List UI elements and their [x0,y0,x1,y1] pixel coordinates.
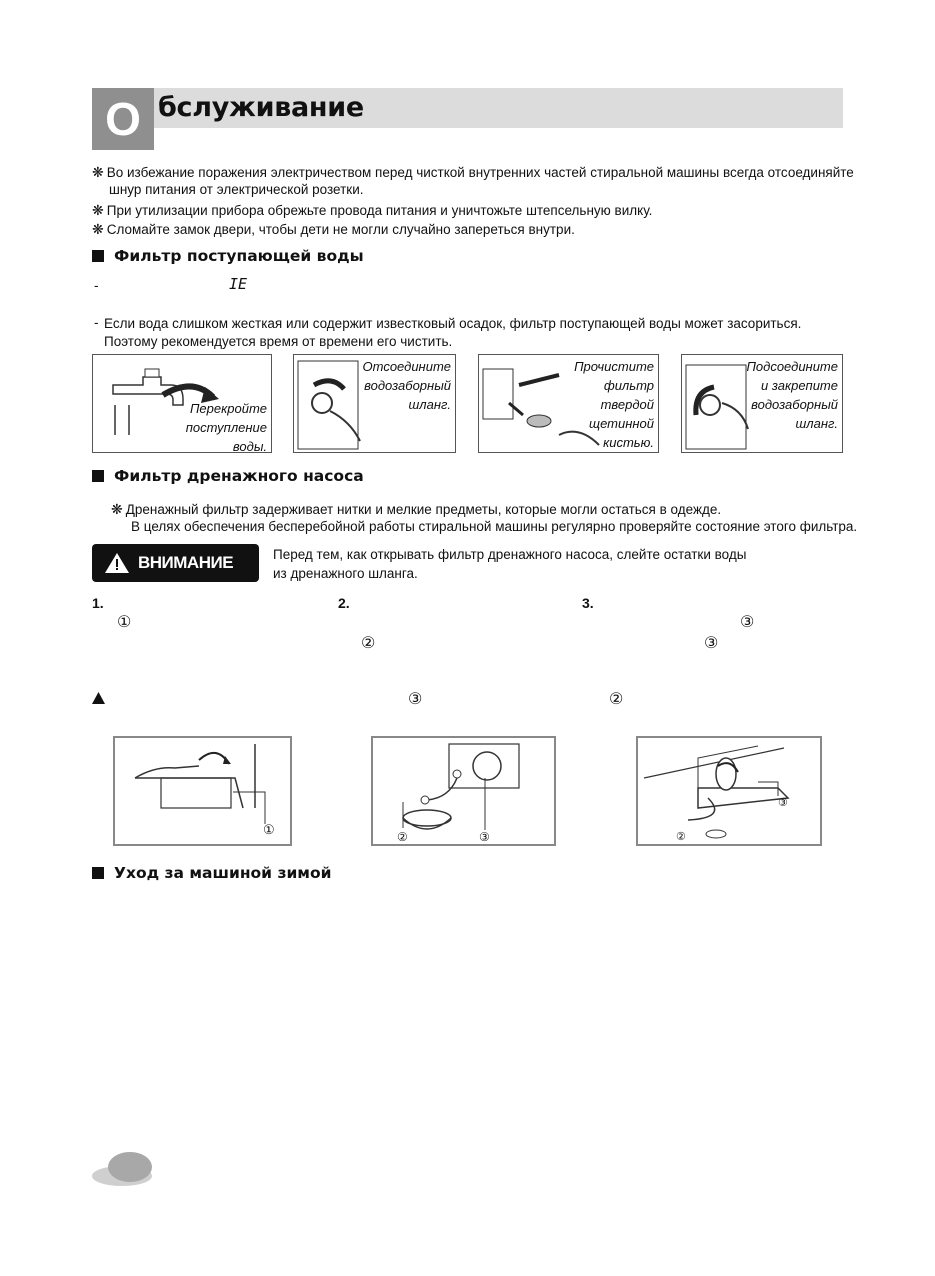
inlet-step-panel-2 [293,354,456,453]
page-number-oval [92,1150,156,1188]
intro-item-2 [92,201,652,220]
intro-item-3 [92,220,575,239]
step-3-mark-a: ③ [740,614,755,631]
square-bullet-icon [92,867,104,879]
warning-small-icon [92,692,105,704]
square-bullet-icon [92,250,104,262]
inlet-dash-1: - [94,278,99,293]
step-3-mark-b: ③ [704,635,719,652]
drain-figure-1 [113,736,292,846]
drain-figure-2 [371,736,556,846]
intro-text: При утилизации прибора обрежьте провода питания и уничтожьте штепсельную вилку. [106,203,653,218]
inlet-line-1: Если вода слишком жесткая или содержит известковый осадок, фильтр поступающей воды может засориться. [104,316,802,331]
note-mark-1: ③ [408,691,423,708]
step-3-number: 3. [582,595,594,611]
drain-line-2: В целях обеспечения бесперебойной работы стиральной машины регулярно проверяйте состояние этого фильтра. [131,519,858,534]
inlet-step-panel-3 [478,354,659,453]
drain-figure-3 [636,736,822,846]
filter-open-illustration [638,738,820,844]
bullet-icon: ❋ [92,164,104,180]
warning-label: ВНИМАНИЕ [138,553,234,572]
panel-caption: Прочистите фильтр твердой щетинной кистью. [574,359,654,450]
panel-caption: Подсоедините и закрепите водозаборный шланг. [746,359,838,431]
fig2-label-a: ② [397,830,408,844]
inlet-dash-2: - [94,315,99,330]
section-heading-winter: Уход за машиной зимой [92,864,331,882]
bullet-icon: ❋ [111,501,123,517]
square-bullet-icon [92,470,104,482]
fig2-label-b: ③ [479,830,490,844]
filter-cover-bowl-illustration [373,738,554,844]
warning-triangle-icon [104,552,130,574]
inlet-line-2: Поэтому рекомендуется время от времени его чистить. [104,334,453,349]
page-title: бслуживание [158,92,364,123]
step-1-number: 1. [92,595,104,611]
fig3-label-b: ② [676,831,686,843]
section-heading-inlet-filter: Фильтр поступающей воды [92,247,364,265]
inlet-step-panel-4 [681,354,843,453]
section-heading-drain-filter: Фильтр дренажного насоса [92,467,364,485]
intro-item-1 [92,163,854,182]
step-1-mark: ① [117,614,132,631]
warning-text-2: из дренажного шланга. [273,566,418,581]
warning-text-1: Перед тем, как открывать фильтр дренажного насоса, слейте остатки воды [273,547,747,562]
step-2-number: 2. [338,595,350,611]
error-code-display: IE [229,275,248,293]
fig3-label-a: ③ [778,797,788,809]
step-2-mark: ② [361,635,376,652]
note-mark-2: ② [609,691,624,708]
fig1-label: ① [263,822,275,837]
title-initial-letter: О [92,88,154,150]
drain-line-1: ❋ Дренажный фильтр задерживает нитки и мелкие предметы, которые могли остаться в одежде. [111,501,722,517]
panel-caption: Отсоедините водозаборный шланг. [362,359,451,412]
panel-caption: Перекройте поступление воды. [185,401,267,453]
intro-item-1-cont: шнур питания от электрической розетки. [109,182,364,197]
intro-text: Во избежание поражения электричеством перед чисткой внутренних частей стиральной машины всегда отсоединяйте [106,165,854,180]
intro-text: Сломайте замок двери, чтобы дети не могли случайно запереться внутри. [106,222,575,237]
bullet-icon: ❋ [92,202,104,218]
bullet-icon: ❋ [92,221,104,237]
warning-badge [92,544,259,582]
inlet-step-panel-1 [92,354,272,453]
